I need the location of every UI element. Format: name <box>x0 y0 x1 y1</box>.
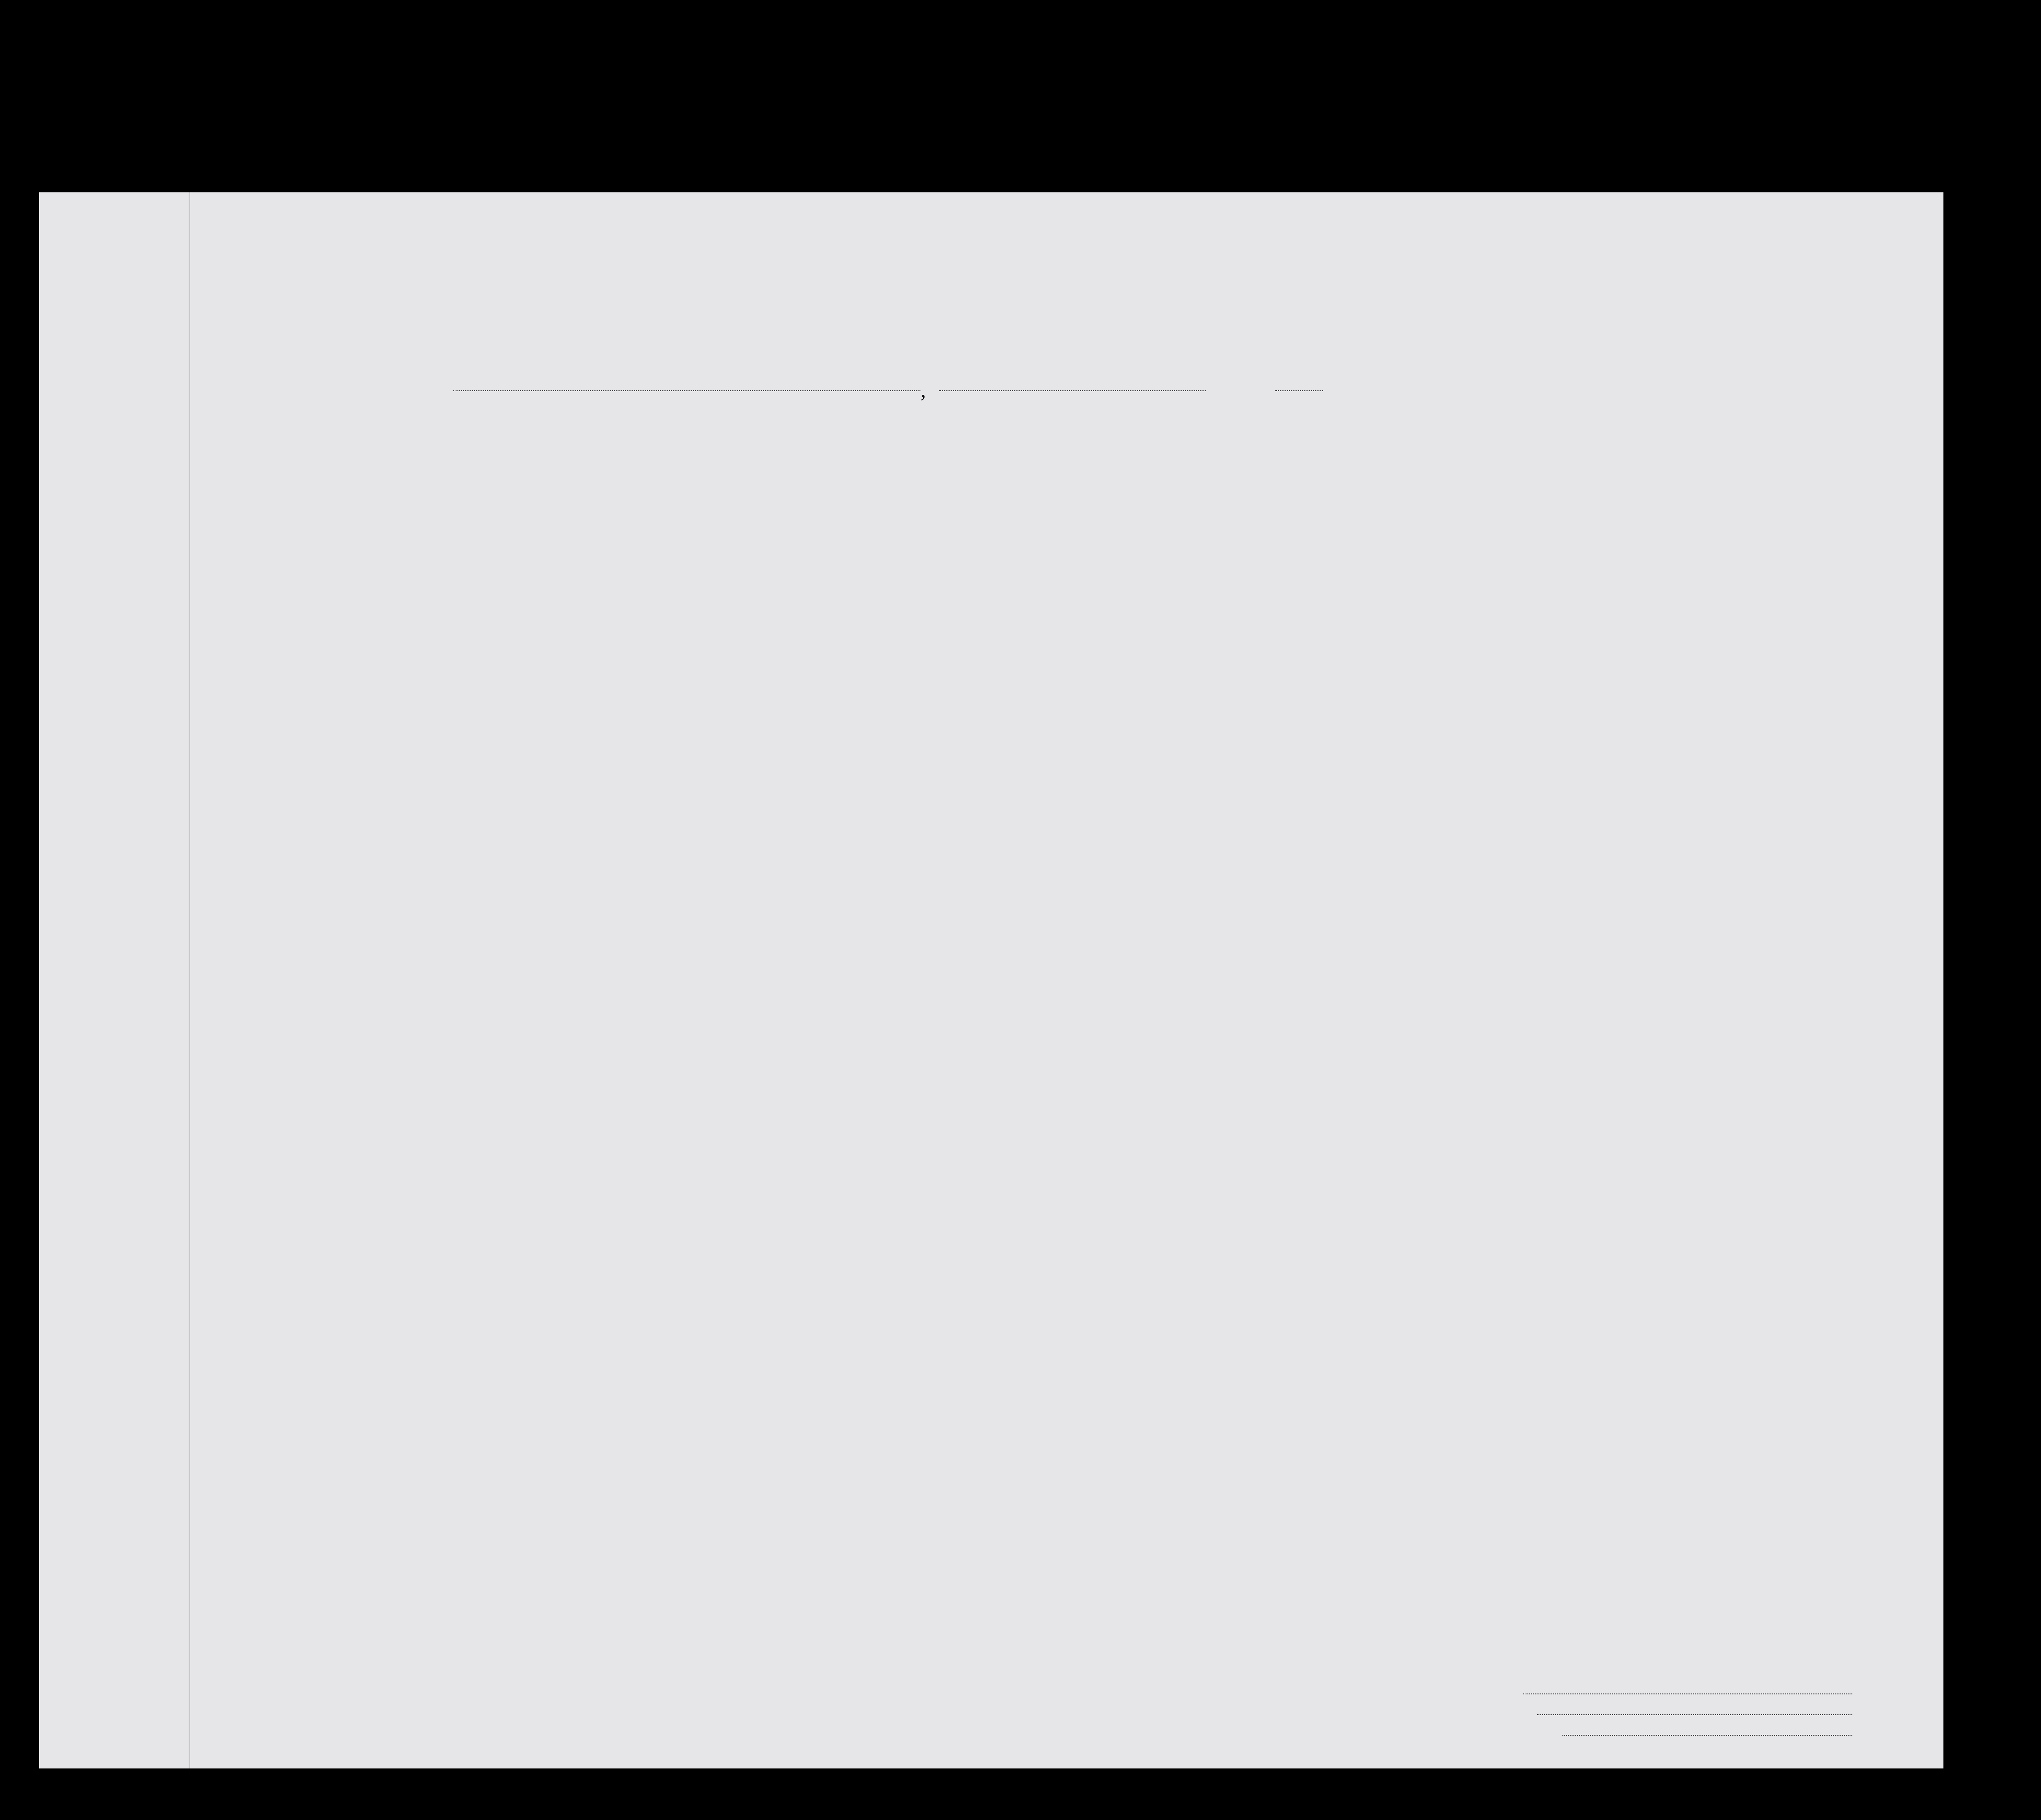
year-line <box>1275 390 1323 391</box>
port-line <box>453 390 920 391</box>
owners-dots <box>1537 1714 1852 1715</box>
col-31-header <box>1498 451 1512 564</box>
agents-dots <box>1562 1735 1852 1736</box>
date-line <box>939 390 1206 391</box>
col-30-header <box>1475 451 1489 564</box>
manifest-sheet <box>39 192 1943 1768</box>
page-fold <box>189 192 190 1768</box>
line-dots <box>1523 1693 1852 1694</box>
col-29-header <box>1436 451 1457 564</box>
col-28-header <box>1390 451 1427 564</box>
comma: , <box>920 378 926 402</box>
